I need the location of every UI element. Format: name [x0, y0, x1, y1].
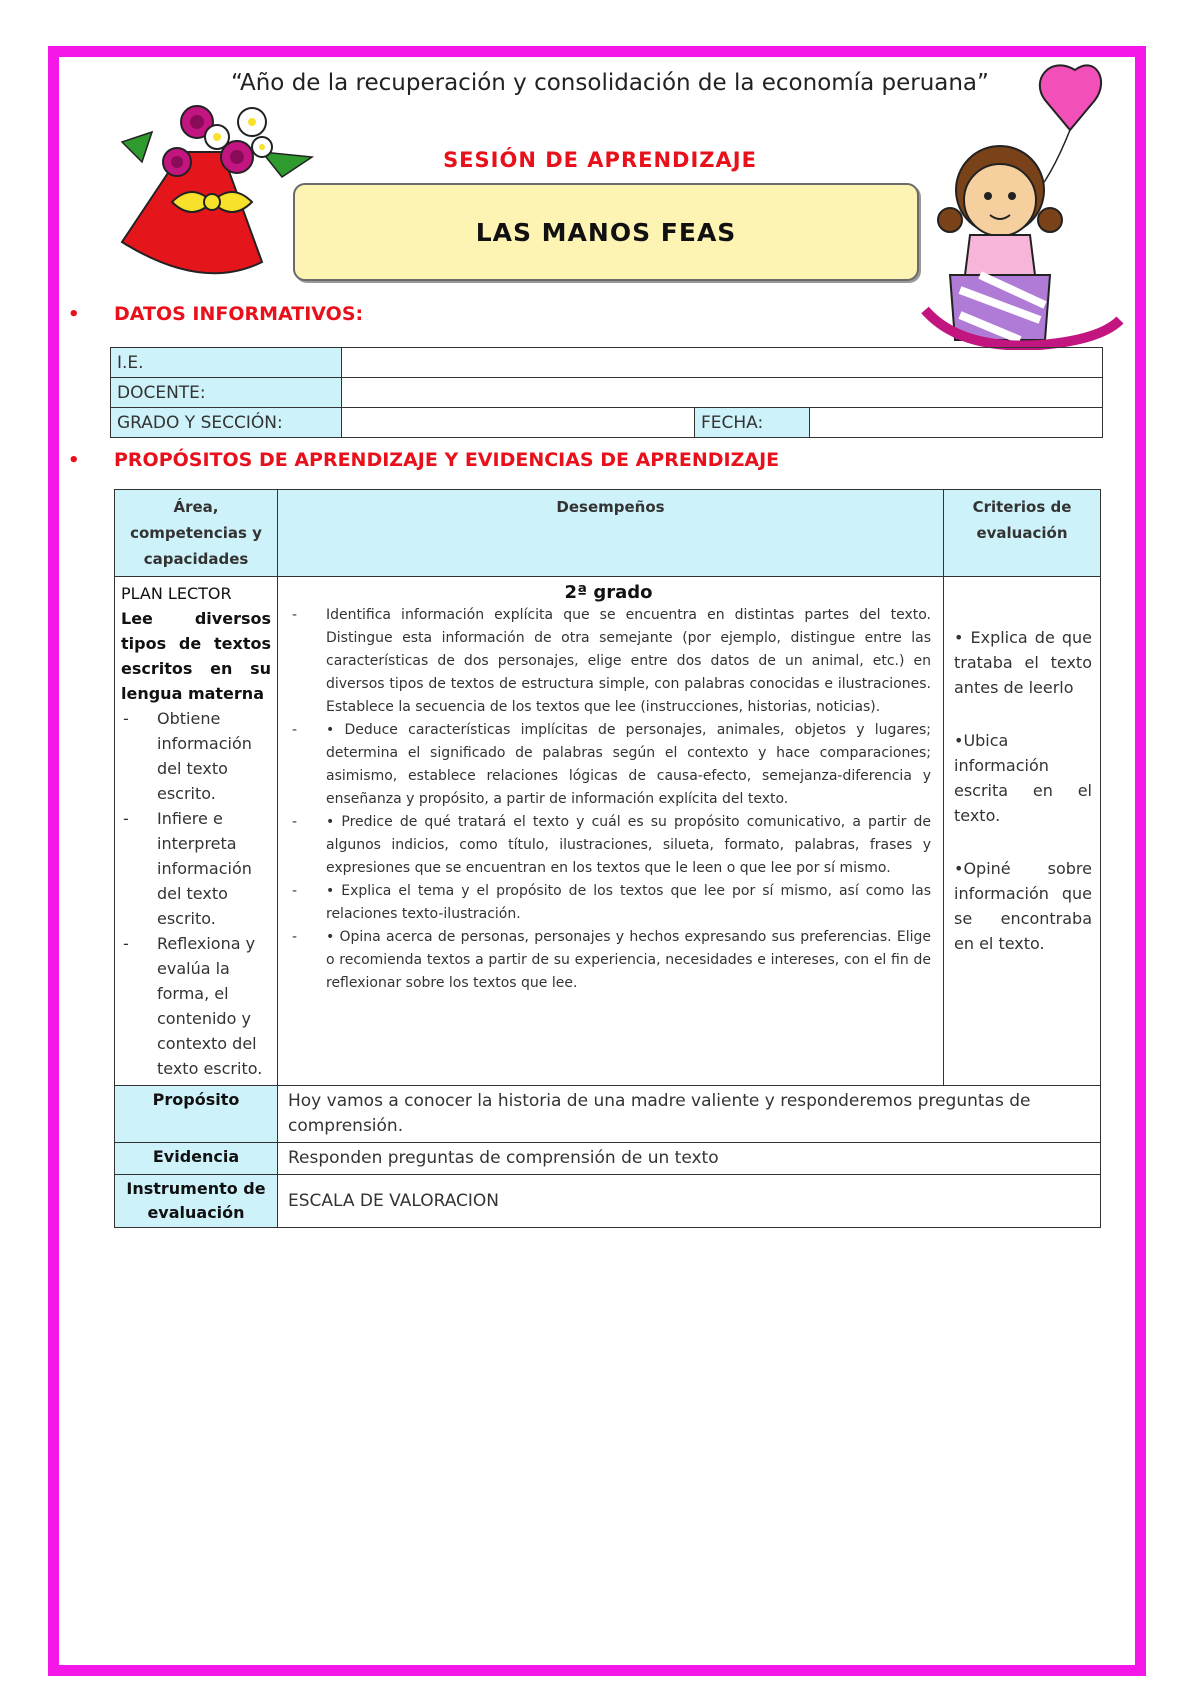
plan-lector: PLAN LECTOR: [121, 584, 232, 603]
instrumento-label: Instrumento de evaluación: [115, 1175, 278, 1228]
area-cell: [115, 577, 278, 1086]
girl-balloon-illustration: [920, 60, 1125, 350]
grado-field[interactable]: [342, 408, 695, 438]
list-item: - Identifica información explícita que se encuentra en distintas partes del texto. Distingue esta información de otra semejante (por ejemplo, distingue entre las características de dos personajes, elige entre dos datos de un animal, etc.) en diversos tipos de textos de estructura simple, con palabras conocidas e ilustraciones. Establece la secuencia de los textos que lee (instrucciones, historias, noticias).: [286, 604, 931, 719]
evidencia-value: Responden preguntas de comprensión de un texto: [278, 1143, 1101, 1175]
list-item: - Reflexiona y evalúa la forma, el contenido y contexto del texto escrito.: [121, 931, 271, 1081]
ie-label: I.E.: [111, 348, 342, 378]
list-item: - • Explica el tema y el propósito de los textos que lee por sí mismo, así como las relaciones texto-ilustración.: [286, 880, 931, 926]
desempenos-list: [286, 604, 931, 995]
list-item: - Infiere e interpreta información del texto escrito.: [121, 806, 271, 931]
fecha-field[interactable]: [810, 408, 1103, 438]
header-criterios: Criterios de evaluación: [944, 490, 1101, 577]
session-title: SESIÓN DE APRENDIZAJE: [443, 148, 757, 172]
datos-informativos-table: [110, 347, 1103, 438]
list-item: - • Opina acerca de personas, personajes y hechos expresando sus preferencias. Elige o recomienda textos a partir de su experiencia, necesidades e intereses, con el fin de reflexionar sobre los textos que lee.: [286, 926, 931, 995]
competencia: Lee diversos tipos de textos escritos en su lengua materna: [121, 609, 271, 703]
header-area: Área, competencias y capacidades: [115, 490, 278, 577]
instrumento-value: ESCALA DE VALORACION: [278, 1175, 1101, 1228]
grado-label: GRADO Y SECCIÓN:: [111, 408, 342, 438]
list-item: - • Deduce características implícitas de personajes, animales, objetos y lugares; determina el significado de palabras según el contexto y hace comparaciones; asimismo, establece relaciones lógicas de causa-efecto, semejanza-diferencia y enseñanza y propósito, a partir de información explícita del texto.: [286, 719, 931, 811]
propositos-heading: • PROPÓSITOS DE APRENDIZAJE Y EVIDENCIAS DE APRENDIZAJE: [68, 449, 780, 471]
motto: “Año de la recuperación y consolidación de la economía peruana”: [231, 70, 989, 96]
criterio-item: •Ubica información escrita en el texto.: [954, 731, 1092, 825]
ie-field[interactable]: [342, 348, 1103, 378]
docente-field[interactable]: [342, 378, 1103, 408]
evidencia-label: Evidencia: [115, 1143, 278, 1175]
criterio-item: • Explica de que trataba el texto antes de leerlo: [954, 628, 1092, 697]
proposito-value: Hoy vamos a conocer la historia de una madre valiente y responderemos preguntas de comprensión.: [278, 1086, 1101, 1143]
list-item: - Obtiene información del texto escrito.: [121, 706, 271, 806]
grado-label: 2ª grado: [564, 582, 653, 603]
lesson-title: LAS MANOS FEAS: [475, 217, 737, 247]
propositos-table: [114, 489, 1101, 1228]
datos-informativos-heading: • DATOS INFORMATIVOS:: [68, 303, 364, 325]
list-item: - • Predice de qué tratará el texto y cuál es su propósito comunicativo, a partir de algunos indicios, como título, ilustraciones, silueta, formato, palabras, frases y expresiones que se encuentran en los textos que le leen o que lee por sí mismo.: [286, 811, 931, 880]
bullet-icon: •: [68, 449, 80, 471]
desempenos-cell: [278, 577, 944, 1086]
docente-label: DOCENTE:: [111, 378, 342, 408]
capacidades-list: [121, 706, 271, 1081]
proposito-label: Propósito: [115, 1086, 278, 1143]
header-desempenos: Desempeños: [278, 490, 944, 577]
fecha-label: FECHA:: [695, 408, 810, 438]
flower-bouquet-illustration: [112, 92, 322, 284]
criterios-cell: [944, 577, 1101, 1086]
bullet-icon: •: [68, 303, 80, 325]
criterio-item: •Opiné sobre información que se encontraba en el texto.: [954, 859, 1092, 953]
lesson-title-box: [293, 183, 919, 281]
